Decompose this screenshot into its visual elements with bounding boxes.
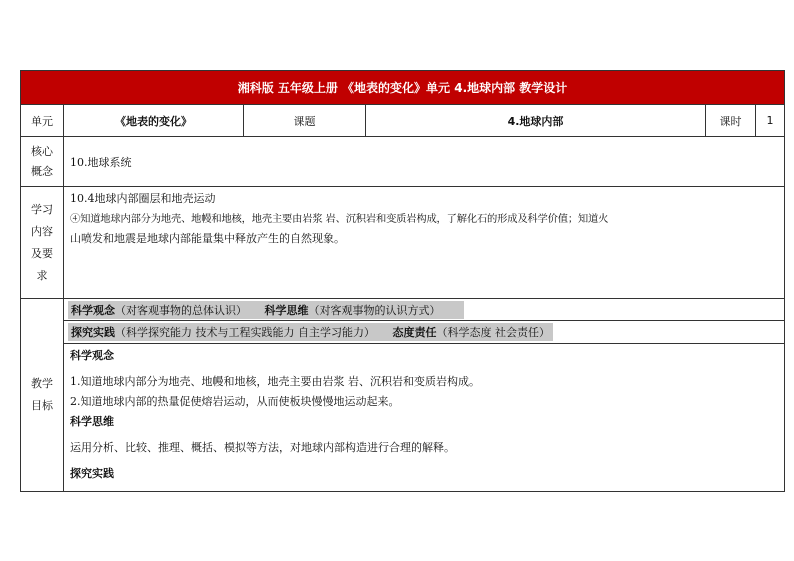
period-label: 课时 bbox=[705, 105, 755, 136]
unit-value: 《地表的变化》 bbox=[63, 105, 243, 136]
goals-label bbox=[21, 299, 63, 491]
core-concept-label bbox=[21, 137, 63, 186]
goals-label-line-2: 目标 bbox=[31, 399, 53, 412]
title-bar bbox=[21, 71, 784, 104]
requirements-row bbox=[21, 186, 784, 298]
dim-science-concept-title: 科学观念 bbox=[71, 304, 115, 317]
dim-attitude-note: （科学态度 社会责任） bbox=[436, 326, 550, 339]
goals-detail bbox=[64, 343, 784, 484]
goals-content bbox=[63, 299, 784, 491]
core-label-line-2: 概念 bbox=[31, 164, 53, 178]
goals-dimension-bar-1 bbox=[64, 300, 784, 320]
core-label-line-1: 核心 bbox=[31, 144, 53, 158]
goal-section-inquiry-practice: 探究实践 bbox=[70, 467, 114, 480]
goal-thinking-line-1: 运用分析、比较、推理、概括、模拟等方法，对地球内部构造进行合理的解释。 bbox=[70, 441, 455, 454]
lesson-value: 4.地球内部 bbox=[365, 105, 705, 136]
lesson-label: 课题 bbox=[243, 105, 365, 136]
lesson-plan-table bbox=[20, 70, 785, 492]
req-label-line-4: 求 bbox=[36, 268, 48, 282]
dim-science-concept-note: （对客观事物的总体认识） bbox=[115, 304, 247, 317]
unit-label: 单元 bbox=[31, 114, 53, 128]
core-concept-text: 10.地球系统 bbox=[70, 155, 132, 169]
goal-section-science-thinking: 科学思维 bbox=[70, 415, 114, 428]
requirements-label bbox=[21, 187, 63, 298]
dimension-pair-2 bbox=[68, 323, 553, 341]
period-value: 1 bbox=[755, 105, 784, 136]
goal-concept-line-1: 1.知道地球内部分为地壳、地幔和地核，地壳主要由岩浆 岩、沉积岩和变质岩构成。 bbox=[70, 375, 480, 388]
req-line-3: 山喷发和地震是地球内部能量集中释放产生的自然现象。 bbox=[70, 232, 345, 245]
core-concept-row bbox=[21, 136, 784, 186]
requirements-content bbox=[63, 187, 784, 298]
goal-concept-line-2: 2.知道地球内部的热量促使熔岩运动，从而使板块慢慢地运动起来。 bbox=[70, 395, 400, 408]
req-label-line-1: 学习 bbox=[31, 202, 53, 216]
goals-dimension-bar-2 bbox=[64, 320, 784, 343]
req-line-2: ④知道地球内部分为地壳、地幔和地核，地壳主要由岩浆 岩、沉积岩和变质岩构成，了解化石的形成及科学价值；知道火 bbox=[70, 213, 609, 225]
req-label-line-2: 内容 bbox=[31, 224, 53, 238]
dim-attitude-title: 态度责任 bbox=[392, 326, 437, 339]
dim-inquiry-practice-note: （科学探究能力 技术与工程实践能力 自主学习能力） bbox=[115, 326, 375, 339]
dim-inquiry-practice-title: 探究实践 bbox=[71, 326, 115, 339]
goals-row bbox=[21, 298, 784, 491]
req-line-1: 10.4地球内部圈层和地壳运动 bbox=[70, 192, 216, 205]
goals-label-line-1: 教学 bbox=[31, 377, 53, 390]
document-title: 湘科版 五年级上册 《地表的变化》单元 4.地球内部 教学设计 bbox=[237, 81, 568, 95]
header-row bbox=[21, 104, 784, 136]
goal-section-science-concept: 科学观念 bbox=[70, 349, 114, 362]
core-concept-content bbox=[63, 137, 784, 186]
dim-science-thinking-title: 科学思维 bbox=[264, 304, 309, 317]
dim-science-thinking-note: （对客观事物的认识方式） bbox=[308, 304, 441, 317]
dimension-pair-1 bbox=[68, 301, 464, 319]
req-label-line-3: 及要 bbox=[31, 246, 53, 260]
